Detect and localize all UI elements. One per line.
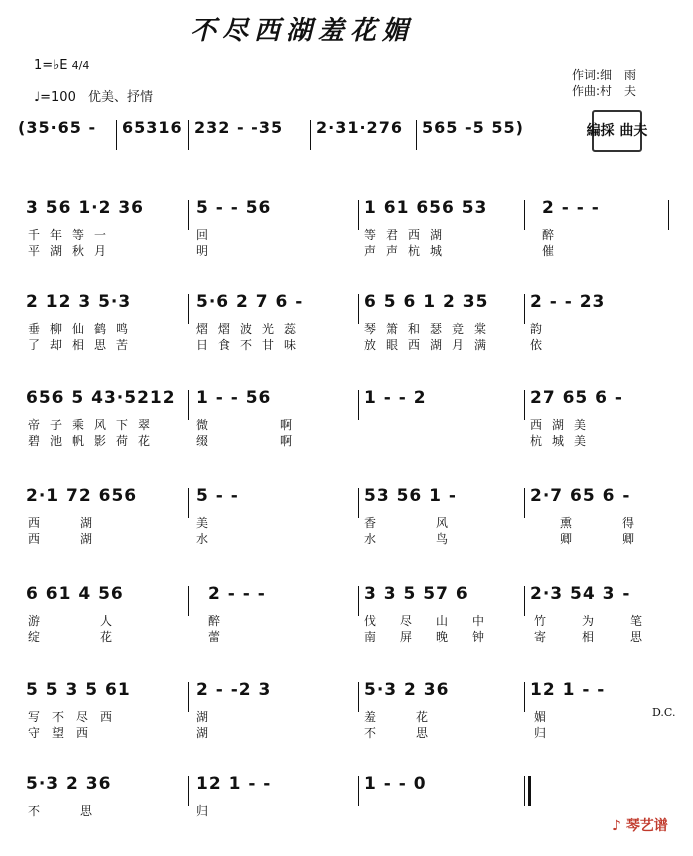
- lyric: 守望西: [28, 726, 101, 740]
- composer-credit: 作曲:村 夫: [572, 84, 637, 98]
- score-row: [0, 198, 693, 280]
- lyric: 湖: [196, 710, 219, 724]
- lyric: 回: [196, 228, 219, 242]
- lyric: 水鸟: [364, 532, 509, 546]
- measure: 2 - -2 3: [196, 680, 272, 700]
- lyric: 归: [534, 726, 557, 740]
- lyric: 湖: [196, 726, 219, 740]
- barline: [524, 682, 525, 712]
- barline: [524, 586, 525, 616]
- lyric: 西湖: [28, 532, 133, 546]
- score-row: [0, 680, 693, 762]
- lyric: 蕾: [208, 630, 231, 644]
- lyric: 依: [530, 338, 553, 352]
- barline: [358, 776, 359, 806]
- lyric: 啊: [280, 434, 303, 448]
- tempo-value: ♩=100: [34, 90, 76, 105]
- lyric: 羞花: [364, 710, 469, 724]
- seal-text: 編採 曲夫: [586, 123, 648, 139]
- lyric: 美: [196, 516, 219, 530]
- lyric: 琴箫和瑟竞棠: [364, 322, 497, 336]
- lyric: 催: [542, 244, 565, 258]
- measure: 5·3 2 36: [26, 774, 112, 794]
- measure: 1 61 656 53: [364, 198, 488, 218]
- measure: 5·3 2 36: [364, 680, 450, 700]
- site-logo: [612, 815, 668, 835]
- lyric: 垂柳仙鹤鸣: [28, 322, 139, 336]
- intro-row: [0, 118, 693, 200]
- lyric: 千年等一: [28, 228, 117, 242]
- lyric: 放眼西湖月满: [364, 338, 497, 352]
- lyric: 卿卿: [560, 532, 685, 546]
- barline: [188, 294, 189, 324]
- barline: [188, 776, 189, 806]
- lyric: 平湖秋月: [28, 244, 117, 258]
- tempo-marking: [34, 86, 153, 105]
- expression-mark: 优美、抒情: [87, 90, 153, 105]
- measure: 1 - - 0: [364, 774, 427, 794]
- measure: 3 56 1·2 36: [26, 198, 145, 218]
- lyric: 南屏晚钟: [364, 630, 509, 644]
- measure: 5·6 2 7 6 -: [196, 292, 304, 312]
- measure: 3 3 5 57 6: [364, 584, 469, 604]
- lyric: 绽花: [28, 630, 173, 644]
- measure: 2 - - -: [208, 584, 266, 604]
- intro-measure: 2·31·276: [316, 118, 403, 137]
- lyric: 声声杭城: [364, 244, 453, 258]
- measure: 2·3 54 3 -: [530, 584, 631, 604]
- barline: [188, 682, 189, 712]
- measure: 2 - - 23: [530, 292, 606, 312]
- barline: [188, 200, 189, 230]
- measure: 2·7 65 6 -: [530, 486, 631, 506]
- lyric: 等君西湖: [364, 228, 453, 242]
- lyric: 写不尽西: [28, 710, 125, 724]
- lyric: 媚: [534, 710, 557, 724]
- barline: [524, 390, 525, 420]
- logo-icon: ♪: [612, 818, 621, 834]
- lyric: 熏得: [560, 516, 685, 530]
- measure: 5 - - 56: [196, 198, 272, 218]
- measure: 5 5 3 5 61: [26, 680, 131, 700]
- lyric: 韵: [530, 322, 553, 336]
- final-barline: [528, 776, 531, 806]
- intro-measure: 232 - -35: [194, 118, 284, 137]
- measure: 6 61 4 56: [26, 584, 124, 604]
- measure: 1 - - 56: [196, 388, 272, 408]
- measure: 12 1 - -: [530, 680, 606, 700]
- song-title: 不尽西湖羞花媚: [190, 16, 415, 46]
- score-row: [0, 584, 693, 666]
- score-row: [0, 388, 693, 470]
- key-signature: [34, 58, 89, 73]
- barline: [358, 682, 359, 712]
- lyric: 帝子乘风下翠: [28, 418, 161, 432]
- lyric: 西湖美: [530, 418, 597, 432]
- dc-mark: D.C.: [652, 706, 676, 719]
- measure: 5 - -: [196, 486, 239, 506]
- measure: 1 - - 2: [364, 388, 427, 408]
- lyric: 不思: [364, 726, 469, 740]
- lyric: 香风: [364, 516, 509, 530]
- measure: 2·1 72 656: [26, 486, 138, 506]
- lyric: 日食不甘味: [196, 338, 307, 352]
- lyric: 了却相思苦: [28, 338, 139, 352]
- barline: [668, 200, 669, 230]
- time-signature: 4/4: [71, 59, 90, 72]
- measure: 27 65 6 -: [530, 388, 623, 408]
- lyric: 碧池帆影荷花: [28, 434, 161, 448]
- barline: [524, 294, 525, 324]
- barline: [358, 200, 359, 230]
- measure: 12 1 - -: [196, 774, 272, 794]
- barline: [524, 488, 525, 518]
- measure: 656 5 43·5212: [26, 388, 176, 408]
- score-row: [0, 774, 693, 856]
- lyric: 微: [196, 418, 219, 432]
- lyric: 醉: [542, 228, 565, 242]
- measure: 53 56 1 -: [364, 486, 457, 506]
- score-row: [0, 292, 693, 374]
- barline: [310, 120, 311, 150]
- barline: [358, 488, 359, 518]
- barline: [188, 120, 189, 150]
- key-label: 1=♭E: [34, 58, 68, 73]
- barline: [524, 200, 525, 230]
- barline: [524, 776, 525, 806]
- barline: [188, 488, 189, 518]
- lyric: 缀: [196, 434, 219, 448]
- intro-measure: 565 -5 55): [422, 118, 524, 137]
- lyric: 寄相思: [534, 630, 679, 644]
- measure: 2 12 3 5·3: [26, 292, 132, 312]
- lyricist-credit: 作词:细 雨: [572, 68, 637, 82]
- lyric: 归: [196, 804, 219, 818]
- lyric: 西湖: [28, 516, 133, 530]
- barline: [188, 586, 189, 616]
- barline: [188, 390, 189, 420]
- lyric: 竹为笔: [534, 614, 679, 628]
- intro-measure: 65316: [122, 118, 183, 137]
- lyric: 不思: [28, 804, 133, 818]
- logo-text: 琴艺谱: [625, 818, 668, 834]
- lyric: 熠熠波光蕊: [196, 322, 307, 336]
- score-row: [0, 486, 693, 568]
- lyric: 明: [196, 244, 219, 258]
- lyric: 水: [196, 532, 219, 546]
- barline: [416, 120, 417, 150]
- lyric: 伐尽山中: [364, 614, 509, 628]
- intro-measure: (35·65 -: [18, 118, 97, 137]
- barline: [358, 294, 359, 324]
- lyric: 醉: [208, 614, 231, 628]
- measure: 6 5 6 1 2 35: [364, 292, 489, 312]
- measure: 2 - - -: [542, 198, 600, 218]
- lyric: 游人: [28, 614, 173, 628]
- barline: [116, 120, 117, 150]
- barline: [358, 586, 359, 616]
- barline: [358, 390, 359, 420]
- lyric: 啊: [280, 418, 303, 432]
- lyric: 杭城美: [530, 434, 597, 448]
